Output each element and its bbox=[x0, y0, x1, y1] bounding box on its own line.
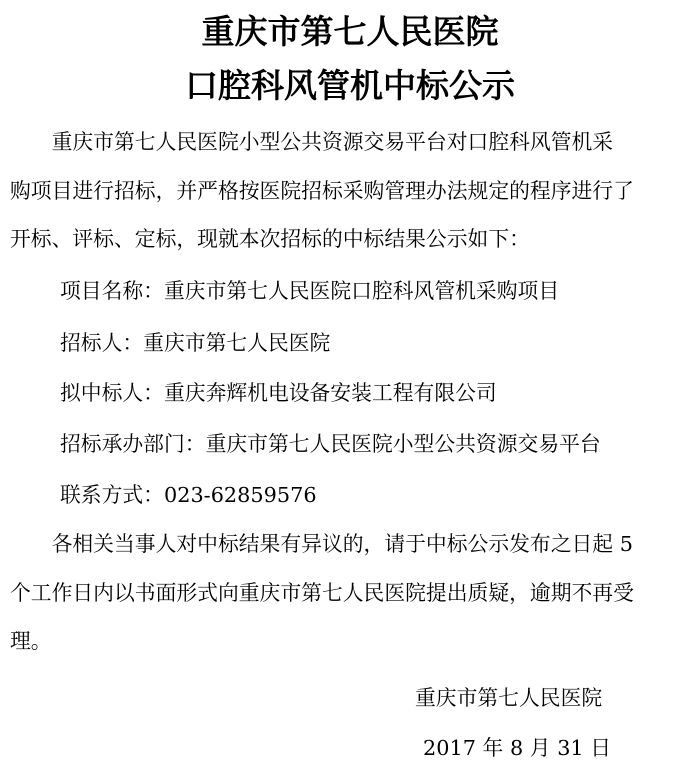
intro-line-3: 开标、评标、定标，现就本次招标的中标结果公示如下： bbox=[10, 227, 530, 251]
intro-paragraph bbox=[10, 118, 694, 264]
document-title-line-2: 口腔科风管机中标公示 bbox=[185, 66, 515, 105]
signature-date: 2017 年 8 月 31 日 bbox=[423, 736, 612, 760]
notice-line-2: 个工作日内以书面形式向重庆市第七人民医院提出质疑，逾期不再受 bbox=[10, 580, 634, 605]
department-field: 招标承办部门：重庆市第七人民医院小型公共资源交易平台 bbox=[60, 432, 601, 456]
contact-field: 联系方式：023-62859576 bbox=[60, 483, 317, 507]
objection-notice-paragraph bbox=[10, 520, 694, 666]
intro-line-2: 购项目进行招标，并严格按医院招标采购管理办法规定的程序进行了 bbox=[10, 178, 634, 203]
proposed-winner-field: 拟中标人：重庆奔辉机电设备安装工程有限公司 bbox=[60, 381, 497, 405]
tenderer-field: 招标人：重庆市第七人民医院 bbox=[60, 331, 331, 355]
notice-line-3: 理。 bbox=[10, 629, 52, 653]
document-title-line-1: 重庆市第七人民医院 bbox=[201, 12, 499, 51]
project-name-field: 项目名称：重庆市第七人民医院口腔科风管机采购项目 bbox=[60, 279, 560, 303]
intro-line-1: 重庆市第七人民医院小型公共资源交易平台对口腔科风管机采 bbox=[10, 130, 614, 154]
notice-line-1: 各相关当事人对中标结果有异议的，请于中标公示发布之日起 5 bbox=[10, 532, 633, 556]
signature-organization: 重庆市第七人民医院 bbox=[415, 686, 603, 710]
